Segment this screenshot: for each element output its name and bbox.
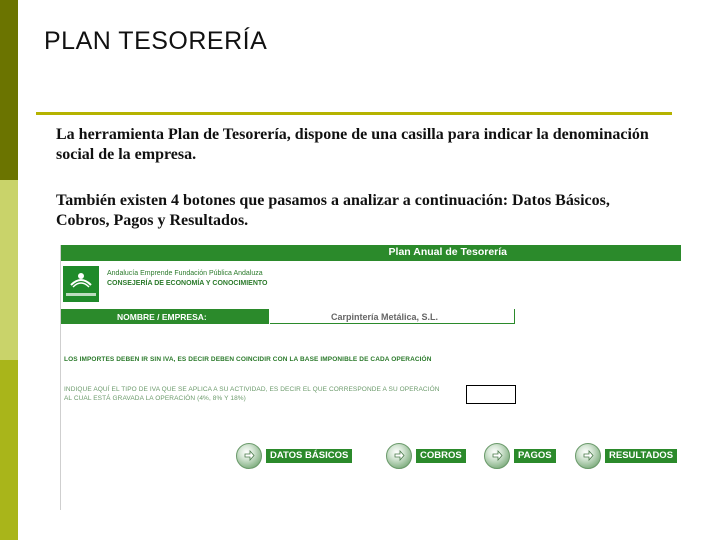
datos-basicos-label[interactable]: DATOS BÁSICOS [266, 449, 352, 463]
company-label: NOMBRE / EMPRESA: [117, 312, 207, 322]
vat-rate-instruction-rates: AL CUAL ESTÁ GRAVADA LA OPERACIÓN (4%, 8% Y 18%) [64, 395, 246, 402]
company-name-value[interactable]: Carpintería Metálica, S.L. [331, 312, 439, 322]
paragraph-intro: La herramienta Plan de Tesorería, dispone de una casilla para indicar la denominación social de la empresa. [56, 126, 649, 163]
arrow-circle-icon [236, 443, 262, 469]
org-name: Andalucía Emprende Fundación Pública Andaluza [107, 270, 263, 277]
sidebar-stripe-top [0, 0, 18, 180]
arrow-right-icon [394, 450, 405, 461]
slide-title: PLAN TESORERÍA [44, 27, 268, 55]
flag-icon [69, 271, 93, 289]
arrow-circle-icon [484, 443, 510, 469]
vat-rate-input[interactable] [466, 385, 516, 404]
vat-rate-instruction: INDIQUE AQUÍ EL TIPO DE IVA QUE SE APLICA A SU ACTIVIDAD, ES DECIR EL QUE CORRESPONDE A SU OPERACIÓN [64, 386, 440, 393]
resultados-label[interactable]: RESULTADOS [605, 449, 677, 463]
department-name: CONSEJERÍA DE ECONOMÍA Y CONOCIMIENTO [107, 280, 268, 287]
sidebar-stripe-middle [0, 180, 18, 360]
arrow-right-icon [583, 450, 594, 461]
cobros-label[interactable]: COBROS [416, 449, 466, 463]
logo-caption [66, 293, 96, 296]
app-title: Plan Anual de Tesorería [388, 246, 507, 258]
app-header-bar [61, 245, 681, 261]
paragraph-buttons: También existen 4 botones que pasamos a analizar a continuación: Datos Básicos, Cobros, Pagos y Resultados. [56, 192, 610, 229]
pagos-label[interactable]: PAGOS [514, 449, 556, 463]
arrow-right-icon [492, 450, 503, 461]
arrow-circle-icon [575, 443, 601, 469]
junta-andalucia-logo [63, 266, 99, 302]
arrow-circle-icon [386, 443, 412, 469]
sidebar-stripe-bottom [0, 360, 18, 540]
arrow-right-icon [244, 450, 255, 461]
treasury-app-screenshot [60, 245, 681, 510]
title-divider [36, 112, 672, 115]
vat-exclusion-note: LOS IMPORTES DEBEN IR SIN IVA, ES DECIR DEBEN COINCIDIR CON LA BASE IMPONIBLE DE CADA OPERACIÓN [64, 356, 432, 363]
